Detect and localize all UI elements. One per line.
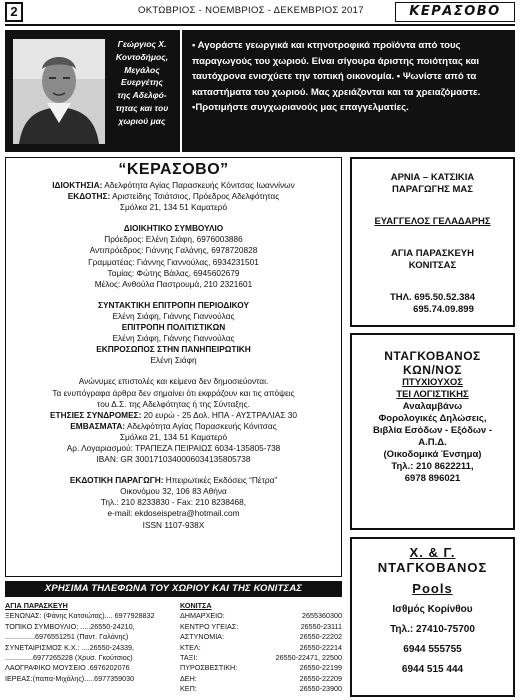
phone-entry: [180, 653, 342, 663]
remittances-line: [6, 421, 341, 432]
phone-entry: [180, 663, 342, 673]
board-member: Ταμίας: Φώτης Βάιλας, 6945602679: [107, 267, 240, 278]
accountant-service: Φορολογικές Δηλώσεις,: [378, 413, 487, 424]
entry-number: 26550-22202: [299, 632, 342, 642]
ad-line: ΑΡΝΙΑ – ΚΑΤΣΙΚΙΑ: [390, 172, 475, 183]
caption-line: Κοντοδήμος,: [115, 51, 169, 62]
production-value: Ηπειρωτικές Εκδόσεις “Πέτρα”: [165, 475, 278, 486]
pools-location: Ισθμός Κορίνθου: [392, 604, 473, 615]
accountant-service: Α.Π.Δ.: [418, 437, 447, 448]
phone-entry: [180, 622, 342, 632]
board-heading: ΔΙΟΙΚΗΤΙΚΟ ΣΥΜΒΟΥΛΙΟ: [123, 223, 224, 234]
phone-entry: ΞΕΝΩΝΑΣ: (Φάνης Κατσιώτας).... 6977928832: [5, 611, 155, 621]
remittances-label: ΕΜΒΑΣΜΑΤΑ:: [70, 420, 126, 431]
masthead-title: ΚΕΡΑΣΟΒΟ: [395, 2, 515, 22]
board-member: Αντιπρόεδρος: Γιάννης Γαλάνης, 6978720828: [89, 245, 258, 256]
production-email: e-mail: ekdoseispetra@hotmail.com: [107, 508, 240, 519]
entry-label: ΚΕΝΤΡΟ ΥΓΕΙΑΣ:: [180, 621, 239, 631]
benefactor-photo-block: [5, 30, 180, 152]
representative-name: Ελένη Σιάφη: [150, 355, 197, 366]
entry-label: ΔΗΜΑΡΧΕΙΟ:: [180, 611, 225, 621]
subscriptions-label: ΕΤΗΣΙΕΣ ΣΥΝΔΡΟΜΕΣ:: [50, 409, 142, 420]
publisher-value: Αριστείδης Τσιάτσιος, Πρόεδρος Αδελφότητας: [112, 191, 280, 202]
publisher-line: [6, 191, 341, 202]
caption-line: Γεώργιος Χ.: [117, 39, 167, 49]
page-header: [0, 0, 520, 26]
village-heading: ΑΓΙΑ ΠΑΡΑΣΚΕΥΗ: [5, 601, 68, 610]
entry-label: ΤΑΞΙ:: [180, 653, 198, 663]
pools-company: ΝΤΑΓΚΟΒΑΝΟΣ: [377, 560, 488, 575]
notice-line: Τα ενυπόγραφα άρθρα δεν σημαίνει ότι εκφράζουν και τις απόψεις: [52, 387, 295, 398]
caption-line: Ευεργέτης: [121, 77, 163, 88]
phone-directory-banner: ΧΡΗΣΙΜΑ ΤΗΛΕΦΩΝΑ ΤΟΥ ΧΩΡΙΟΥ ΚΑΙ ΤΗΣ ΚΟΝΙΤΣΑΣ: [5, 581, 342, 597]
konitsa-heading: ΚΟΝΙΤΣΑ: [180, 601, 212, 610]
entry-number: 26550-22214: [299, 642, 342, 652]
accountant-service: (Οικοδομικά Ένσημα): [383, 449, 482, 460]
ad-phone: 695.74.09.899: [413, 304, 474, 315]
bank-account: Αρ. Λογαριασμού: ΤΡΑΠΕΖΑ ΠΕΙΡΑΙΩΣ 6034-135805-738: [66, 442, 281, 453]
production-phone: Τηλ.: 210 8233830 - Fax: 210 8238468,: [100, 497, 247, 508]
support-local-notice: • Αγοράστε γεωργικά και κτηνοτροφικά προϊόντα από τους παραγωγούς του χωριού. Είναι σίγουρα άριστης ποιότητας και ταυτόχρονα ενισχύετε την τοπική οικονομία. • Ψωνίστε από τα καταστήματα του χωριού. Μας χρειάζονται και τα χρειαζόμαστε. •Προτιμήστε συγχωριανούς μας επαγγελματίες.: [182, 30, 515, 152]
pools-phone: 6944 515 444: [401, 664, 464, 675]
phone-entry: ΛΑΟΓΡΑΦΙΚΟ ΜΟΥΣΕΙΟ .6976202076: [5, 663, 130, 673]
pools-ad: [350, 537, 515, 697]
photo-caption: [107, 38, 177, 128]
accountant-phone: Τηλ.: 210 8622211,: [391, 461, 474, 472]
ad-place: ΑΓΙΑ ΠΑΡΑΣΚΕΥΗ: [390, 248, 475, 259]
entry-label: ΚΕΠ:: [180, 684, 197, 694]
benefactor-portrait: [13, 39, 105, 144]
entry-number: 26550-22471, 22500: [275, 653, 342, 663]
production-label: ΕΚΔΟΤΙΚΗ ΠΑΡΑΓΩΓΗ:: [69, 475, 164, 486]
caption-line: χωριού μας: [118, 115, 166, 126]
konitsa-phone-list: [180, 601, 342, 695]
phone-entry: ..............6977265228 (Χρυσ. Γκούτσιος): [5, 653, 133, 663]
header-rule: [5, 24, 515, 26]
issue-date: ΟΚΤΩΒΡΙΟΣ - ΝΟΕΜΒΡΙΟΣ - ΔΕΚΕΜΒΡΙΟΣ 2017: [138, 5, 364, 16]
accountant-phone: 6978 896021: [404, 473, 461, 484]
entry-number: 2655360300: [302, 611, 342, 621]
caption-line: της Αδελφό-: [117, 90, 167, 101]
board-member: Μέλος: Ανθούλα Παστρουμά, 210 2321601: [94, 278, 253, 289]
newspaper-title: “ΚΕΡΑΣΟΒΟ”: [118, 161, 229, 178]
phone-entry: [180, 684, 342, 694]
phone-entry: [180, 611, 342, 621]
ad-phone: ΤΗΛ. 695.50.52.384: [389, 292, 476, 303]
subscriptions-value: 20 ευρώ - 25 Δολ. ΗΠΑ - ΑΥΣΤΡΑΛΙΑΣ 30: [143, 409, 297, 420]
production-address: Οικονόμου 32, 106 83 Αθήνα: [120, 486, 227, 497]
page-number: 2: [5, 2, 23, 22]
phone-entry: ...............6976551251 (Παντ. Γαλάνης): [5, 632, 129, 642]
editorial-info-box: [5, 157, 342, 577]
entry-number: 26550-22209: [299, 673, 342, 683]
entry-number: 26550-23111: [300, 621, 342, 631]
editorial-committee-heading: ΣΥΝΤΑΚΤΙΚΗ ΕΠΙΤΡΟΠΗ ΠΕΡΙΟΔΙΚΟΥ: [97, 299, 249, 310]
phone-entry: [180, 643, 342, 653]
accountant-service: Αναλαμβάνω: [402, 401, 463, 412]
issn: ISSN 1107-938X: [142, 519, 205, 530]
notice-line: Ανώνυμες επιστολές και κείμενα δεν δημοσιεύονται.: [78, 376, 269, 387]
phone-entry: [180, 674, 342, 684]
board-member: Πρόεδρος: Ελένη Σιάφη, 6976003886: [104, 234, 243, 245]
production-line: [6, 475, 341, 486]
entry-label: ΑΣΤΥΝΟΜΙΑ:: [180, 632, 224, 642]
accountant-title: ΠΤΥΧΙΟΥΧΟΣ: [402, 377, 463, 388]
portrait-image: [13, 39, 105, 144]
pools-phone: 6944 555755: [403, 644, 462, 655]
ad-producer-name: ΕΥΑΓΓΕΛΟΣ ΓΕΛΑΔΑΡΗΣ: [374, 216, 491, 227]
phone-entry: ΤΟΠΙΚΟ ΣΥΜΒΟΥΛΙΟ: .....26550-24210,: [5, 621, 135, 631]
ad-line: ΠΑΡΑΓΩΓΗΣ ΜΑΣ: [392, 184, 473, 195]
board-member: Γραμματέας: Γιάννης Γιαννούλας, 6934231501: [88, 256, 259, 267]
editorial-committee-members: Ελένη Σιάφη, Γιάννης Γιαννούλας: [112, 310, 235, 321]
notice-line: του Δ.Σ. της Αδελφότητας ή της Σύνταξης.: [97, 398, 250, 409]
subscriptions-line: [6, 410, 341, 421]
iban: IBAN: GR 3001710340006034135805738: [96, 454, 251, 465]
phone-entry: ΣΥΝΕΤΑΙΡΙΣΜΟΣ Κ.Χ.: ....26550-24339,: [5, 642, 135, 652]
publisher-address: Σμόλκα 21, 134 51 Καματερό: [119, 202, 228, 213]
remittances-value: Αδελφότητα Αγίας Παρασκευής Κόνιτσας: [126, 420, 277, 431]
accountant-ad: [350, 333, 515, 530]
publisher-label: ΕΚΔΟΤΗΣ:: [67, 191, 111, 202]
entry-number: 26550-22199: [299, 663, 342, 673]
accountant-service: Βιβλία Εσόδων - Εξόδων -: [373, 425, 492, 436]
ownership-value: Αδελφότητα Αγίας Παρασκευής Κόνιτσας Ιωαννίνων: [104, 180, 295, 190]
entry-label: ΔΕΗ:: [180, 673, 197, 683]
phone-entry: [180, 632, 342, 642]
remittances-address: Σμόλκα 21, 134 51 Καματερό: [119, 431, 228, 442]
accountant-name: ΚΩΝ/ΝΟΣ: [403, 363, 462, 377]
entry-label: ΠΥΡΟΣΒΕΣΤΙΚΗ:: [180, 663, 238, 673]
representative-heading: ΕΚΠΡΟΣΩΠΟΣ ΣΤΗΝ ΠΑΝΗΠΕΙΡΩΤΙΚΗ: [96, 344, 251, 355]
pools-brand: Pools: [412, 581, 453, 596]
caption-line: τητας και του: [115, 102, 169, 113]
entry-label: ΚΤΕΛ:: [180, 642, 201, 652]
accountant-title: ΤΕΙ ΛΟΓΙΣΤΙΚΗΣ: [396, 389, 469, 400]
accountant-name: ΝΤΑΓΚΟΒΑΝΟΣ: [384, 349, 481, 363]
lamb-goat-ad: [350, 157, 515, 327]
ad-place: ΚΟΝΙΤΣΑΣ: [408, 260, 457, 271]
phone-entry: ΙΕΡΕΑΣ:(παπα-Μιχάλης).....6977359030: [5, 673, 135, 683]
ownership-line: [6, 180, 341, 191]
village-phone-list: [5, 601, 175, 684]
pools-initials: Χ. & Γ.: [409, 545, 456, 560]
ownership-label: ΙΔΙΟΚΤΗΣΙΑ:: [52, 180, 103, 190]
caption-line: Μεγάλος: [124, 64, 160, 75]
cultural-committee-members: Ελένη Σιάφη, Γιάννης Γιαννούλας: [112, 333, 235, 344]
pools-phone: Τηλ.: 27410-75700: [390, 624, 475, 635]
entry-number: 26550-23900: [299, 684, 342, 694]
cultural-committee-heading: ΕΠΙΤΡΟΠΗ ΠΟΛΙΤΙΣΤΙΚΩΝ: [121, 322, 226, 333]
